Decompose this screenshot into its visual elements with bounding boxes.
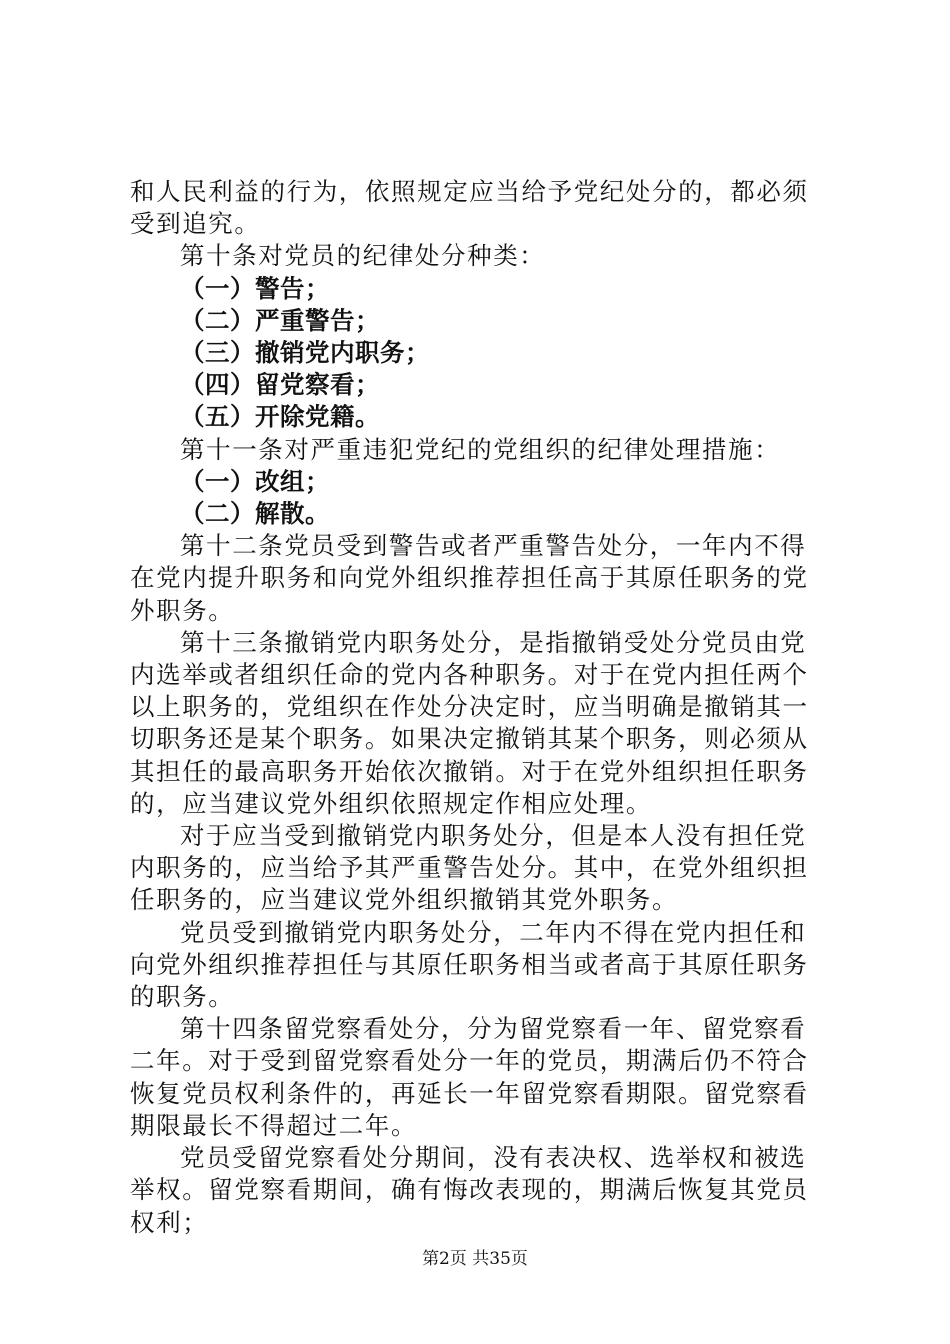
- article-10-heading: 第十条对党员的纪律处分种类：: [180, 241, 546, 271]
- list-item: （一）改组；: [180, 466, 330, 496]
- paragraph-7: 党员受到撤销党内职务处分，二年内不得在党内担任和向党外组织推荐担任与其原任职务相当或者高于其原任职务的职务。: [130, 917, 809, 1012]
- paragraph-6: 对于应当受到撤销党内职务处分，但是本人没有担任党内职务的，应当给予其严重警告处分。其中，在党外组织担任职务的，应当建议党外组织撤销其党外职务。: [130, 821, 809, 915]
- list-item: （五）开除党籍。: [180, 402, 380, 432]
- document-body: [130, 176, 830, 1239]
- article-11-heading: 第十一条对严重违犯党纪的党组织的纪律处理措施：: [180, 434, 781, 464]
- article-14-paragraph: 第十四条留党察看处分，分为留党察看一年、留党察看二年。对于受到留党察看处分一年的党员，期满后仍不符合恢复党员权利条件的，再延长一年留党察看期限。留党察看期限最长不得超过二年。: [130, 1014, 809, 1140]
- paragraph-1: 和人民利益的行为，依照规定应当给予党纪处分的，都必须受到追究。: [130, 177, 809, 239]
- paragraph-9: 党员受留党察看处分期间，没有表决权、选举权和被选举权。留党察看期间，确有悔改表现的，期满后恢复其党员权利；: [130, 1143, 809, 1237]
- list-item: （四）留党察看；: [180, 370, 380, 400]
- article-13-paragraph: 第十三条撤销党内职务处分，是指撤销受处分党员由党内选举或者组织任命的党内各种职务。对于在党内担任两个以上职务的，党组织在作处分决定时，应当明确是撤销其一切职务还是某个职务。如果决定撤销其某个职务，则必须从其担任的最高职务开始依次撤销。对于在党外组织担任职务的，应当建议党外组织依照规定作相应处理。: [130, 627, 809, 818]
- list-item: （一）警告；: [180, 273, 330, 303]
- article-12-paragraph: 第十二条党员受到警告或者严重警告处分，一年内不得在党内提升职务和向党外组织推荐担任高于其原任职务的党外职务。: [130, 531, 809, 625]
- list-item: （二）解散。: [180, 499, 330, 529]
- page-footer: 第2页 共35页: [422, 1249, 528, 1269]
- list-item: （二）严重警告；: [180, 305, 380, 335]
- list-item: （三）撤销党内职务；: [180, 338, 430, 368]
